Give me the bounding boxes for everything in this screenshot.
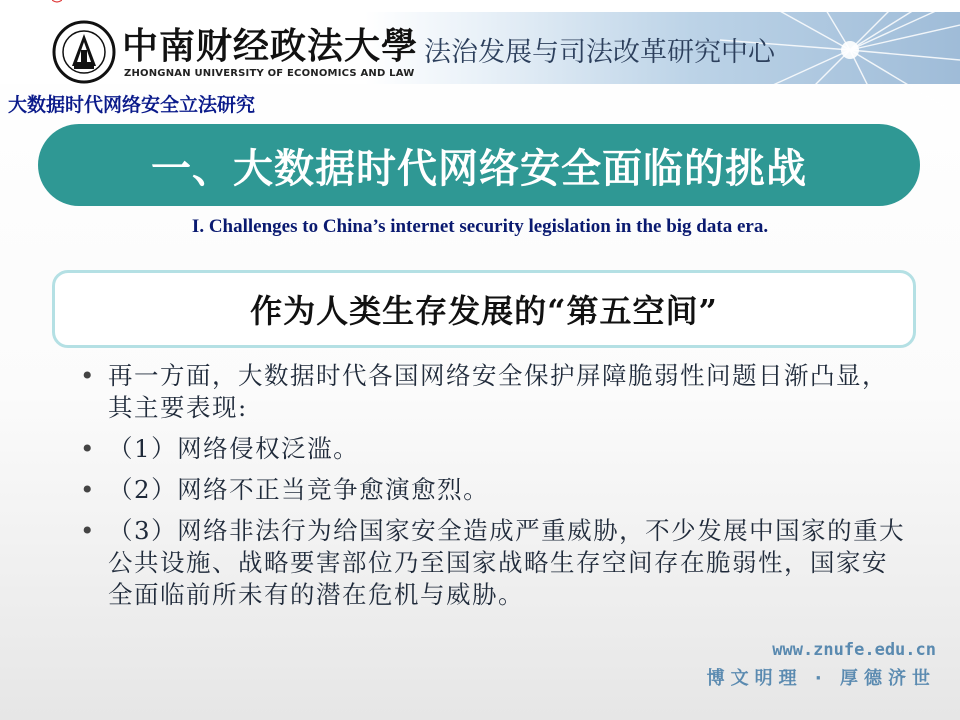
bullet-item-1: [80, 360, 910, 424]
bullet-list: [80, 360, 910, 620]
bullet-marker: •: [80, 361, 96, 390]
bullet-item-4: [80, 515, 910, 611]
corner-mark: [52, 0, 62, 4]
bullet-text: （3）网络非法行为给国家安全造成严重威胁，不少发展中国家的重大公共设施、战略要害部位乃至国家战略生存空间存在脆弱性，国家安全面临前所未有的潜在危机与威胁。: [108, 516, 906, 609]
section-heading-box: [52, 270, 916, 348]
university-name-en: ZHONGNAN UNIVERSITY OF ECONOMICS AND LAW: [124, 68, 415, 79]
english-subtitle: I. Challenges to China’s internet security legislation in the big data era.: [191, 216, 769, 237]
bullet-marker: •: [80, 475, 96, 504]
site-url: www.znufe.edu.cn: [772, 640, 936, 660]
bullet-marker: •: [80, 516, 96, 545]
university-motto: 博文明理 · 厚德济世: [706, 668, 936, 689]
university-seal-icon: [52, 20, 116, 84]
bullet-text: 再一方面，大数据时代各国网络安全保护屏障脆弱性问题日渐凸显，其主要表现:: [108, 361, 888, 422]
section-heading: 作为人类生存发展的“第五空间”: [250, 292, 718, 330]
title-pill: [38, 124, 920, 206]
research-center-name: 法治发展与司法改革研究中心: [424, 37, 775, 68]
bullet-text: （2）网络不正当竞争愈演愈烈。: [108, 475, 490, 504]
bullet-item-3: [80, 474, 910, 506]
university-name-cn: 中南财经政法大學: [122, 25, 419, 67]
bullet-text: （1）网络侵权泛滥。: [108, 434, 360, 463]
bullet-item-2: [80, 433, 910, 465]
bullet-marker: •: [80, 434, 96, 463]
lecture-topic: 大数据时代网络安全立法研究: [8, 94, 256, 116]
slide-title: 一、大数据时代网络安全面临的挑战: [151, 145, 807, 192]
